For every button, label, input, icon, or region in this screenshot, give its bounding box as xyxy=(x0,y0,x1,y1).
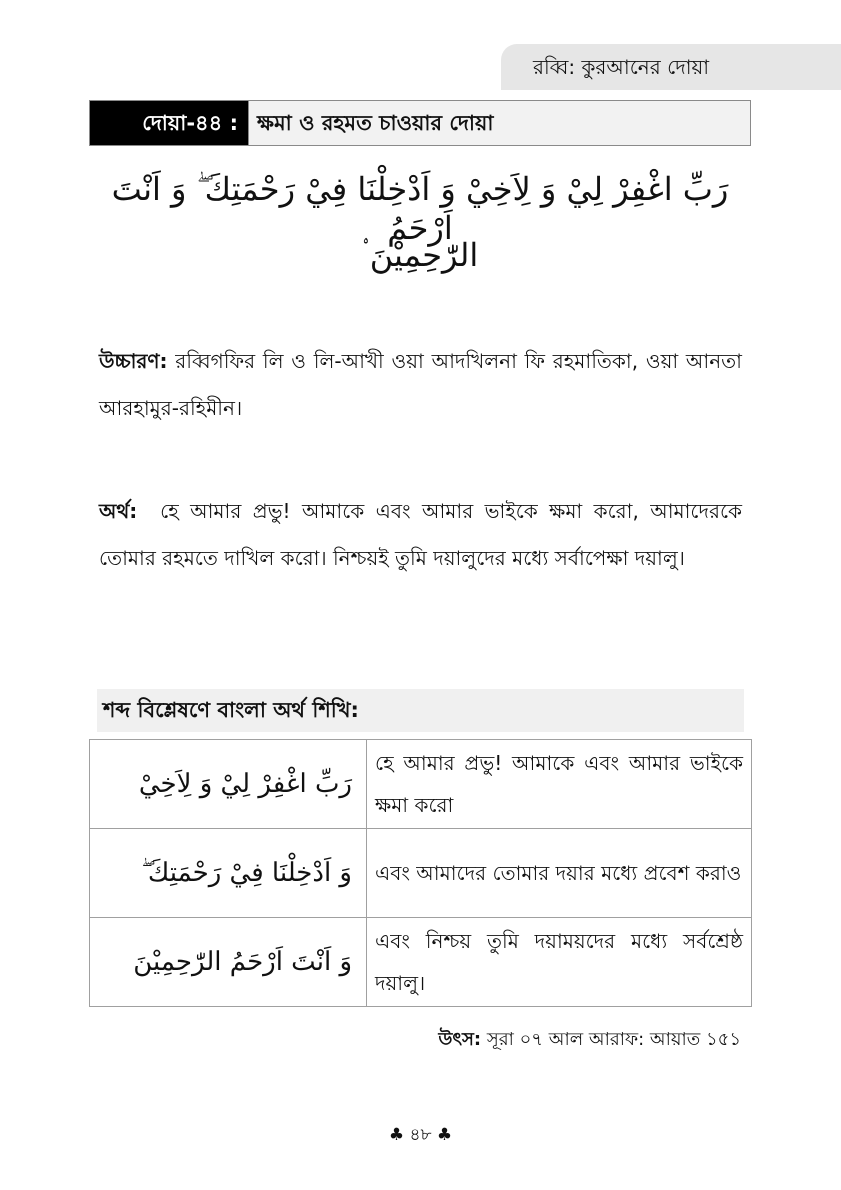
arabic-verse-line-1: رَبِّ اغْفِرْ لِيْ وَ لِاَخِيْ وَ اَدْخِلْنَا فِيْ رَحْمَتِكَ ۖ وَ اَنْتَ اَرْحَمُ xyxy=(111,170,729,247)
pronunciation-text: রব্বিগফির লি ও লি-আখী ওয়া আদখিলনা ফি রহমাতিকা, ওয়া আনতা আরহামুর-রহিমীন। xyxy=(99,349,742,420)
table-row xyxy=(90,829,752,918)
page-number: ♣ ৪৮ ♣ xyxy=(388,1125,453,1145)
arabic-phrase: وَ اَنْتَ اَرْحَمُ الرّٰحِمِيْنَ xyxy=(90,918,367,1007)
dua-number: দোয়া-৪৪ : xyxy=(90,101,248,145)
meaning-text: হে আমার প্রভু! আমাকে এবং আমার ভাইকে ক্ষমা করো, আমাদেরকে তোমার রহমতে দাখিল করো। নিশ্চয়ই তুমি দয়ালুদের মধ্যে সর্বাপেক্ষা দয়ালু। xyxy=(99,499,742,570)
arabic-verse-line-2: الرّٰحِمِيْنَ ۟ xyxy=(361,236,479,274)
bangla-meaning: হে আমার প্রভু! আমাকে এবং আমার ভাইকে ক্ষমা করো xyxy=(367,740,752,829)
word-analysis-table xyxy=(89,739,752,1007)
meaning-label: অর্থ: xyxy=(99,499,138,523)
table-row xyxy=(90,740,752,829)
source-citation xyxy=(438,1025,741,1056)
pronunciation-paragraph xyxy=(99,338,742,432)
arabic-phrase: وَ اَدْخِلْنَا فِيْ رَحْمَتِكَ ۖ xyxy=(90,829,367,918)
arabic-phrase: رَبِّ اغْفِرْ لِيْ وَ لِاَخِيْ xyxy=(90,740,367,829)
table-row xyxy=(90,918,752,1007)
dua-title-bar xyxy=(89,100,751,146)
source-label: উৎস: xyxy=(438,1029,482,1050)
pronunciation-label: উচ্চারণ: xyxy=(99,349,168,373)
dua-title: ক্ষমা ও রহমত চাওয়ার দোয়া xyxy=(248,101,750,145)
bangla-meaning: এবং নিশ্চয় তুমি দয়াময়দের মধ্যে সর্বশ্রেষ্ঠ দয়ালু। xyxy=(367,918,752,1007)
source-text: সূরা ০৭ আল আরাফ: আয়াত ১৫১ xyxy=(486,1029,741,1050)
bangla-meaning: এবং আমাদের তোমার দয়ার মধ্যে প্রবেশ করাও xyxy=(367,829,752,918)
running-header-tab xyxy=(501,44,841,90)
word-analysis-heading: শব্দ বিশ্লেষণে বাংলা অর্থ শিখি: xyxy=(97,689,744,732)
meaning-paragraph xyxy=(99,488,742,582)
running-header-text: রব্বি: কুরআনের দোয়া xyxy=(533,55,710,79)
